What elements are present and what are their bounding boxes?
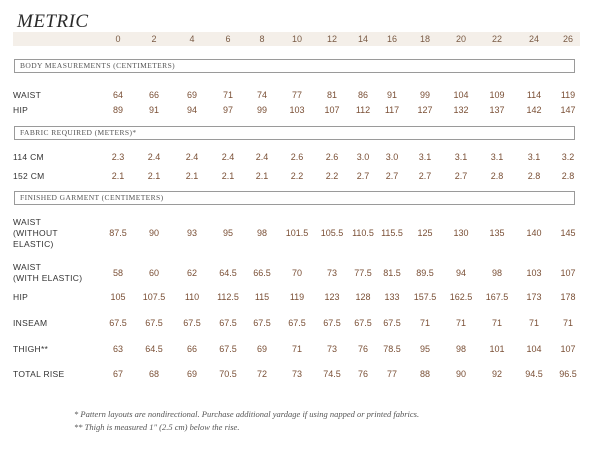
row-label: INSEAM [13, 318, 48, 328]
table-cell: 2.2 [325, 171, 339, 181]
table-cell: 135 [489, 228, 505, 238]
table-cell: 173 [526, 292, 542, 302]
table-cell: 3.0 [385, 152, 399, 162]
table-cell: 81 [326, 90, 337, 100]
table-cell: 67.5 [383, 318, 401, 328]
table-cell: 125 [417, 228, 433, 238]
table-cell: 98 [491, 267, 502, 278]
table-cell: 71 [291, 344, 302, 354]
table-cell: 142 [526, 105, 542, 115]
table-cell: 101 [489, 344, 505, 354]
size-header-20: 20 [455, 34, 466, 44]
table-cell: 3.1 [527, 152, 541, 162]
table-cell: 74 [256, 90, 267, 100]
table-cell: 76 [357, 369, 368, 379]
table-cell: 67.5 [288, 318, 306, 328]
size-header-24: 24 [528, 34, 539, 44]
page-title: METRIC [17, 11, 89, 32]
size-header-16: 16 [386, 34, 397, 44]
table-cell: 66.5 [253, 267, 271, 278]
table-cell: 3.0 [356, 152, 370, 162]
table-cell: 123 [324, 292, 340, 302]
table-cell: 112.5 [217, 292, 239, 302]
table-cell: 105 [110, 292, 126, 302]
table-cell: 94.5 [525, 369, 543, 379]
table-cell: 110 [184, 292, 200, 302]
table-cell: 2.4 [185, 152, 199, 162]
row-label: HIP [13, 105, 29, 115]
size-header-22: 22 [491, 34, 502, 44]
row-label: 114 CM [13, 152, 44, 162]
table-cell: 133 [384, 292, 400, 302]
table-cell: 98 [256, 228, 267, 238]
table-cell: 95 [419, 344, 430, 354]
table-cell: 2.4 [147, 152, 161, 162]
table-cell: 2.6 [325, 152, 339, 162]
table-cell: 70 [291, 267, 302, 278]
table-cell: 63 [112, 344, 123, 354]
size-header-4: 4 [189, 34, 195, 44]
table-cell: 114 [526, 90, 542, 100]
table-cell: 89.5 [416, 267, 434, 278]
table-cell: 96.5 [559, 369, 577, 379]
table-cell: 67.5 [183, 318, 201, 328]
size-header-10: 10 [291, 34, 302, 44]
table-cell: 81.5 [383, 267, 401, 278]
table-cell: 67.5 [323, 318, 341, 328]
table-cell: 88 [419, 369, 430, 379]
size-header-0: 0 [115, 34, 121, 44]
table-cell: 58 [112, 267, 123, 278]
table-cell: 104 [526, 344, 542, 354]
table-cell: 101.5 [285, 228, 309, 238]
table-cell: 119 [289, 292, 305, 302]
table-cell: 67.5 [219, 344, 237, 354]
table-cell: 64 [112, 90, 123, 100]
table-cell: 67.5 [253, 318, 271, 328]
table-cell: 145 [560, 228, 576, 238]
table-cell: 90 [148, 228, 159, 238]
table-cell: 92 [491, 369, 502, 379]
table-cell: 3.1 [454, 152, 468, 162]
table-cell: 73 [326, 267, 337, 278]
table-cell: 67.5 [219, 318, 237, 328]
table-cell: 3.2 [561, 152, 575, 162]
table-cell: 127 [417, 105, 433, 115]
table-cell: 109 [489, 90, 505, 100]
size-header-26: 26 [562, 34, 573, 44]
row-label: WAIST (WITHOUT ELASTIC) [13, 217, 58, 249]
table-cell: 3.1 [418, 152, 432, 162]
table-cell: 107 [560, 344, 576, 354]
table-cell: 103 [526, 267, 542, 278]
table-cell: 78.5 [383, 344, 401, 354]
table-cell: 98 [455, 344, 466, 354]
table-cell: 67.5 [109, 318, 127, 328]
table-cell: 3.1 [490, 152, 504, 162]
table-cell: 91 [148, 105, 159, 115]
table-cell: 2.6 [290, 152, 304, 162]
table-cell: 71 [491, 318, 502, 328]
table-cell: 71 [455, 318, 466, 328]
row-label: THIGH** [13, 344, 49, 354]
row-label: TOTAL RISE [13, 369, 65, 379]
table-cell: 67 [112, 369, 123, 379]
table-cell: 2.1 [185, 171, 199, 181]
table-cell: 132 [453, 105, 469, 115]
table-cell: 62 [186, 267, 197, 278]
table-cell: 105.5 [320, 228, 344, 238]
table-cell: 69 [186, 90, 197, 100]
table-cell: 76 [357, 344, 368, 354]
table-cell: 2.1 [255, 171, 269, 181]
table-cell: 117 [384, 105, 400, 115]
table-cell: 69 [186, 369, 197, 379]
table-cell: 112 [355, 105, 371, 115]
table-cell: 2.1 [111, 171, 125, 181]
table-cell: 119 [560, 90, 576, 100]
table-cell: 68 [148, 369, 159, 379]
table-cell: 2.4 [255, 152, 269, 162]
table-cell: 2.7 [385, 171, 399, 181]
table-cell: 2.2 [290, 171, 304, 181]
table-cell: 86 [357, 90, 368, 100]
table-cell: 91 [386, 90, 397, 100]
section-header: BODY MEASUREMENTS (CENTIMETERS) [14, 59, 575, 73]
table-cell: 130 [453, 228, 469, 238]
table-cell: 107.5 [142, 292, 166, 302]
table-cell: 64.5 [219, 267, 237, 278]
table-cell: 110.5 [352, 228, 374, 238]
table-cell: 87.5 [109, 228, 127, 238]
table-cell: 70.5 [219, 369, 237, 379]
table-cell: 77 [291, 90, 302, 100]
table-cell: 89 [112, 105, 123, 115]
table-cell: 104 [453, 90, 469, 100]
table-cell: 67.5 [145, 318, 163, 328]
table-cell: 99 [256, 105, 267, 115]
table-cell: 71 [528, 318, 539, 328]
table-cell: 66 [148, 90, 159, 100]
table-cell: 73 [326, 344, 337, 354]
table-cell: 2.8 [490, 171, 504, 181]
table-cell: 90 [455, 369, 466, 379]
table-cell: 73 [291, 369, 302, 379]
section-header: FINISHED GARMENT (CENTIMETERS) [14, 191, 575, 205]
table-cell: 115 [254, 292, 270, 302]
table-cell: 71 [419, 318, 430, 328]
row-label: WAIST [13, 90, 42, 100]
table-cell: 157.5 [413, 292, 437, 302]
table-cell: 74.5 [323, 369, 341, 379]
table-cell: 2.8 [527, 171, 541, 181]
table-cell: 99 [419, 90, 430, 100]
row-label: HIP [13, 292, 29, 302]
table-cell: 71 [562, 318, 573, 328]
table-cell: 2.1 [221, 171, 235, 181]
size-header-2: 2 [151, 34, 157, 44]
table-cell: 93 [186, 228, 197, 238]
table-cell: 107 [324, 105, 340, 115]
table-cell: 77.5 [354, 267, 372, 278]
size-header-12: 12 [326, 34, 337, 44]
size-header-6: 6 [225, 34, 231, 44]
table-cell: 66 [186, 344, 197, 354]
table-cell: 72 [256, 369, 267, 379]
table-cell: 140 [526, 228, 542, 238]
table-cell: 2.7 [454, 171, 468, 181]
table-cell: 178 [560, 292, 576, 302]
table-cell: 67.5 [354, 318, 372, 328]
table-cell: 60 [148, 267, 159, 278]
table-cell: 167.5 [485, 292, 509, 302]
table-cell: 137 [489, 105, 505, 115]
table-cell: 2.8 [561, 171, 575, 181]
table-cell: 95 [222, 228, 233, 238]
row-label: WAIST (WITH ELASTIC) [13, 262, 83, 283]
table-cell: 147 [560, 105, 576, 115]
footnote-pattern-layout: * Pattern layouts are nondirectional. Purchase additional yardage if using napped or printed fabrics. [74, 409, 420, 419]
size-header-8: 8 [259, 34, 265, 44]
table-cell: 2.4 [221, 152, 235, 162]
table-cell: 107 [560, 267, 576, 278]
size-header-14: 14 [357, 34, 368, 44]
table-cell: 77 [386, 369, 397, 379]
footnote-thigh: ** Thigh is measured 1" (2.5 cm) below the rise. [74, 422, 240, 432]
section-header: FABRIC REQUIRED (METERS)* [14, 126, 575, 140]
table-cell: 103 [289, 105, 305, 115]
table-cell: 128 [355, 292, 371, 302]
table-cell: 94 [186, 105, 197, 115]
size-header-18: 18 [419, 34, 430, 44]
table-cell: 69 [256, 344, 267, 354]
table-cell: 2.7 [418, 171, 432, 181]
table-cell: 2.3 [111, 152, 125, 162]
table-cell: 97 [222, 105, 233, 115]
table-cell: 115.5 [381, 228, 403, 238]
table-cell: 162.5 [449, 292, 473, 302]
table-cell: 94 [455, 267, 466, 278]
table-cell: 2.7 [356, 171, 370, 181]
table-cell: 2.1 [147, 171, 161, 181]
table-cell: 64.5 [145, 344, 163, 354]
row-label: 152 CM [13, 171, 45, 181]
table-cell: 71 [222, 90, 233, 100]
